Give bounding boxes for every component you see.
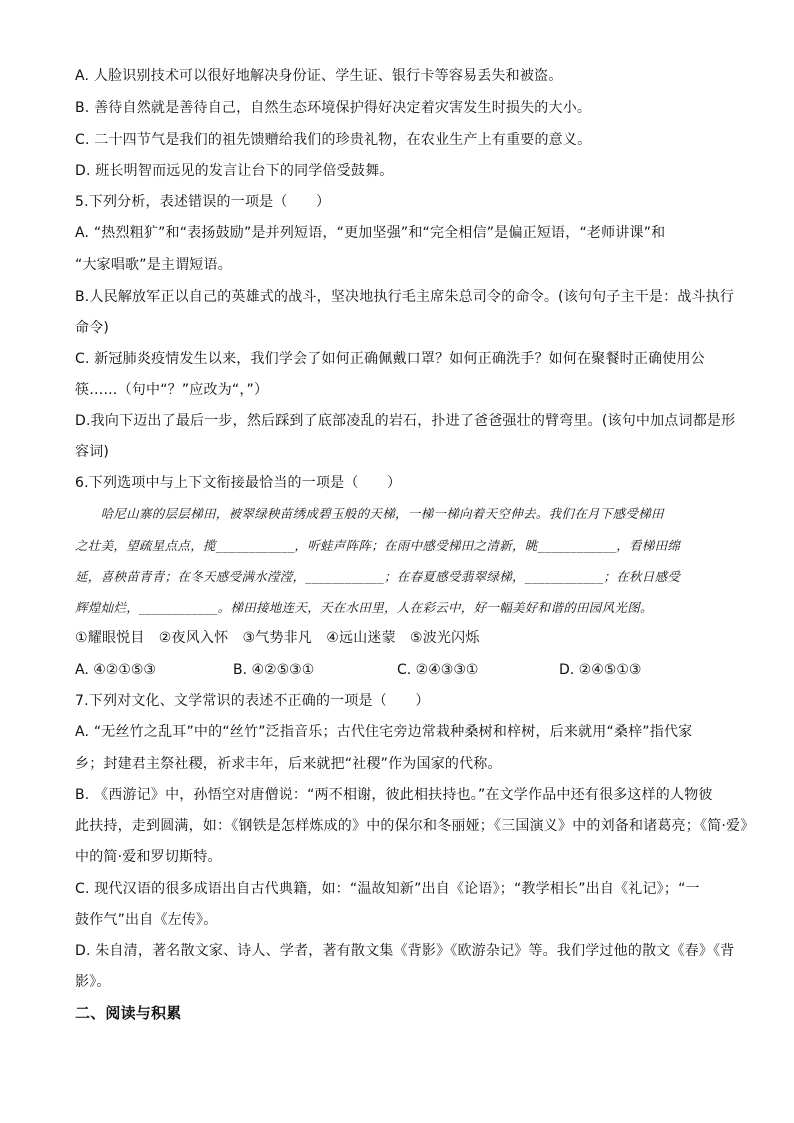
q7-option-d-line2: 影》。: [75, 974, 111, 990]
q5-option-d-line2: 容词): [75, 444, 110, 460]
q7-option-d-line1: D. 朱自清，著名散文家、诗人、学者，著有散文集《背影》《欧游杂记》等。我们学过他的散文《春》《背: [75, 943, 735, 959]
q7-option-b-line3: 中的简·爱和罗切斯特。: [75, 849, 222, 865]
q5-option-a-line2: “大家唱歌”是主谓短语。: [75, 257, 232, 273]
q6-choices: ①耀眼悦目 ②夜风入怀 ③气势非凡 ④远山迷蒙 ⑤波光闪烁: [75, 630, 480, 646]
q6-option-b: B. ④②⑤③①: [233, 662, 315, 678]
q6-option-a: A. ④②①⑤③: [75, 662, 156, 678]
q5-option-b-line2: 命令): [75, 320, 110, 336]
q4-option-b: B. 善待自然就是善待自己，自然生态环境保护得好决定着灾害发生时损失的大小。: [75, 100, 592, 116]
q7-option-b-line2: 此扶持，走到圆满，如：《钢铁是怎样炼成的》中的保尔和冬丽娅；《三国演义》中的刘备和诸葛亮；《简·爱》: [75, 818, 755, 834]
q7-option-b-line1: B. 《西游记》中，孙悟空对唐僧说：“两不相谢，彼此相扶持也。”在文学作品中还有很多这样的人物彼: [75, 787, 713, 803]
q6-passage-line1: 哈尼山寨的层层梯田，被翠绿秧苗绣成碧玉般的天梯，一梯一梯向着天空伸去。我们在月下感受梯田: [75, 506, 664, 521]
q6-stem: 6.下列选项中与上下文衔接最恰当的一项是（ ）: [75, 475, 402, 491]
q5-option-d-line1: D.我向下迈出了最后一步，然后踩到了底部凌乱的岩石，扑进了爸爸强壮的臂弯里。(该句中加点词都是形: [75, 413, 736, 429]
q4-option-a: A. 人脸识别技术可以很好地解决身份证、学生证、银行卡等容易丢失和被盗。: [75, 68, 563, 84]
q7-option-c-line2: 鼓作气”出自《左传》。: [75, 912, 218, 928]
q7-option-a-line1: A. “无丝竹之乱耳”中的“丝竹”泛指音乐；古代住宅旁边常栽种桑树和梓树，后来就用“桑梓”指代家: [75, 724, 693, 740]
q7-option-a-line2: 乡；封建君主祭社稷，祈求丰年，后来就把“社稷”作为国家的代称。: [75, 756, 502, 772]
q6-passage-line3: 延，喜秧苗青青；在冬天感受满水滢滢，____________；在春夏感受翡翠绿梯，____________；在秋日感受: [75, 569, 681, 584]
q4-option-d: D. 班长明智而远见的发言让台下的同学倍受鼓舞。: [75, 163, 394, 179]
q7-stem: 7.下列对文化、文学常识的表述不正确的一项是（ ）: [75, 693, 430, 709]
q4-option-c: C. 二十四节气是我们的祖先馈赠给我们的珍贵礼物，在农业生产上有重要的意义。: [75, 132, 592, 148]
q7-option-c-line1: C. 现代汉语的很多成语出自古代典籍，如：“温故知新”出自《论语》；“教学相长”出自《礼记》；“一: [75, 881, 700, 897]
section-heading: 二、阅读与积累: [75, 1004, 182, 1022]
q5-stem: 5.下列分析，表述错误的一项是（ ）: [75, 194, 331, 210]
q5-option-b-line1: B.人民解放军正以自己的英雄式的战斗，坚决地执行毛主席朱总司令的命令。(该句句子主干是：战斗执行: [75, 289, 735, 305]
q5-option-c-line2: 筷……（句中“？”应改为“，”）: [75, 382, 269, 398]
q6-option-c: C. ②④③③①: [397, 662, 479, 678]
q6-options-row: [75, 660, 735, 680]
q5-option-c-line1: C. 新冠肺炎疫情发生以来，我们学会了如何正确佩戴口罩？如何正确洗手？如何在聚餐时正确使用公: [75, 351, 705, 367]
q6-passage-line2: 之壮美，望疏星点点，揽____________，听蛙声阵阵；在雨中感受梯田之清新，眺____________，看梯田绵: [75, 538, 681, 553]
q6-passage-line4: 辉煌灿烂，____________。梯田接地连天，天在水田里，人在彩云中，好一幅美好和谐的田园风光图。: [75, 600, 653, 615]
q6-option-d: D. ②④⑤①③: [559, 662, 642, 678]
q5-option-a-line1: A. “热烈粗犷”和“表扬鼓励”是并列短语，“更加坚强”和“完全相信”是偏正短语，“老师讲课”和: [75, 225, 666, 241]
